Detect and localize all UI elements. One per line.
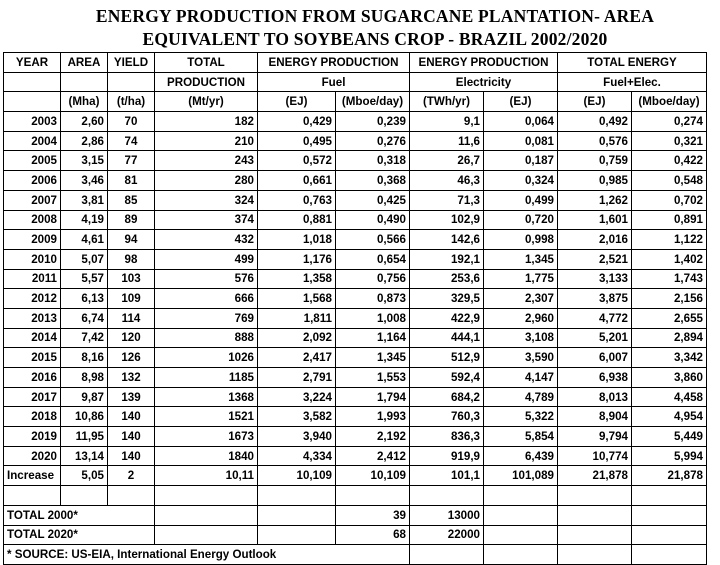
- table-cell: 1026: [155, 348, 258, 368]
- table-cell: 4,334: [258, 446, 336, 466]
- table-cell: 3,860: [632, 368, 707, 388]
- header-year: YEAR: [4, 53, 61, 73]
- table-cell: 109: [108, 289, 155, 309]
- table-cell: 2008: [4, 210, 61, 230]
- table-row: [4, 190, 707, 210]
- table-cell: 512,9: [410, 348, 484, 368]
- table-cell: 0,756: [336, 269, 410, 289]
- unit-total-mboe: (Mboe/day): [632, 92, 707, 112]
- total-2020-label: TOTAL 2020*: [4, 525, 155, 545]
- header-fuel: Fuel: [258, 72, 410, 92]
- table-cell: 2014: [4, 328, 61, 348]
- header-row-1: [4, 53, 707, 73]
- table-cell: 85: [108, 190, 155, 210]
- table-cell: 0,422: [632, 151, 707, 171]
- table-cell: 684,2: [410, 387, 484, 407]
- table-cell: 280: [155, 171, 258, 191]
- title-line-2: EQUIVALENT TO SOYBEANS CROP - BRAZIL 2002/2020: [142, 29, 608, 49]
- table-cell: 2020: [4, 446, 61, 466]
- table-row: [4, 368, 707, 388]
- table-cell: 2006: [4, 171, 61, 191]
- table-row: [4, 269, 707, 289]
- table-cell: 140: [108, 427, 155, 447]
- increase-cell: 5,05: [61, 466, 108, 486]
- table-cell: 3,46: [61, 171, 108, 191]
- table-cell: 1,743: [632, 269, 707, 289]
- table-cell: 8,013: [558, 387, 632, 407]
- table-cell: 6,007: [558, 348, 632, 368]
- header-energy-elec: ENERGY PRODUCTION: [410, 53, 558, 73]
- table-row: [4, 210, 707, 230]
- table-cell: 0,759: [558, 151, 632, 171]
- table-cell: 6,74: [61, 308, 108, 328]
- increase-row: [4, 466, 707, 486]
- table-cell: 4,61: [61, 230, 108, 250]
- table-cell: 1521: [155, 407, 258, 427]
- table-row: [4, 230, 707, 250]
- table-cell: 1368: [155, 387, 258, 407]
- total-2020-elec: 22000: [410, 525, 484, 545]
- increase-cell: 10,109: [258, 466, 336, 486]
- table-cell: 182: [155, 112, 258, 132]
- table-cell: 2,016: [558, 230, 632, 250]
- table-cell: 0,661: [258, 171, 336, 191]
- table-cell: 71,3: [410, 190, 484, 210]
- table-cell: 2,86: [61, 131, 108, 151]
- table-cell: 0,654: [336, 249, 410, 269]
- table-cell: 4,954: [632, 407, 707, 427]
- table-cell: 81: [108, 171, 155, 191]
- increase-cell: 2: [108, 466, 155, 486]
- table-cell: 329,5: [410, 289, 484, 309]
- table-row: [4, 112, 707, 132]
- table-cell: 0,702: [632, 190, 707, 210]
- table-cell: 243: [155, 151, 258, 171]
- table-cell: 0,548: [632, 171, 707, 191]
- table-cell: 0,081: [484, 131, 558, 151]
- header-blank: [4, 92, 61, 112]
- table-cell: 2019: [4, 427, 61, 447]
- table-cell: 3,342: [632, 348, 707, 368]
- table-cell: 0,274: [632, 112, 707, 132]
- table-cell: 2009: [4, 230, 61, 250]
- unit-elec-ej: (EJ): [484, 92, 558, 112]
- table-cell: 0,324: [484, 171, 558, 191]
- table-cell: 1,811: [258, 308, 336, 328]
- table-cell: 1,794: [336, 387, 410, 407]
- table-cell: 444,1: [410, 328, 484, 348]
- table-cell: 0,187: [484, 151, 558, 171]
- table-cell: 126: [108, 348, 155, 368]
- table-cell: 1,568: [258, 289, 336, 309]
- table-cell: 0,318: [336, 151, 410, 171]
- table-cell: 422,9: [410, 308, 484, 328]
- total-2000-row: [4, 505, 707, 525]
- unit-area: (Mha): [61, 92, 108, 112]
- table-cell: 6,13: [61, 289, 108, 309]
- header-row-2: [4, 72, 707, 92]
- unit-elec-twh: (TWh/yr): [410, 92, 484, 112]
- table-cell: 3,940: [258, 427, 336, 447]
- table-row: [4, 328, 707, 348]
- table-cell: 2,156: [632, 289, 707, 309]
- table-cell: 8,904: [558, 407, 632, 427]
- table-cell: 2005: [4, 151, 61, 171]
- table-cell: 1,993: [336, 407, 410, 427]
- table-row: [4, 348, 707, 368]
- table-row: [4, 289, 707, 309]
- table-row: [4, 427, 707, 447]
- table-cell: 499: [155, 249, 258, 269]
- table-cell: 3,590: [484, 348, 558, 368]
- table-cell: 576: [155, 269, 258, 289]
- table-cell: 140: [108, 446, 155, 466]
- table-cell: 2,092: [258, 328, 336, 348]
- table-cell: 210: [155, 131, 258, 151]
- table-cell: 1,358: [258, 269, 336, 289]
- table-cell: 140: [108, 407, 155, 427]
- header-energy-fuel: ENERGY PRODUCTION: [258, 53, 410, 73]
- unit-yield: (t/ha): [108, 92, 155, 112]
- header-total: TOTAL: [155, 53, 258, 73]
- table-row: [4, 387, 707, 407]
- table-cell: 1,262: [558, 190, 632, 210]
- table-cell: 836,3: [410, 427, 484, 447]
- table-cell: 4,789: [484, 387, 558, 407]
- table-cell: 2013: [4, 308, 61, 328]
- table-cell: 1,402: [632, 249, 707, 269]
- table-cell: 5,201: [558, 328, 632, 348]
- table-cell: 253,6: [410, 269, 484, 289]
- table-cell: 0,985: [558, 171, 632, 191]
- table-cell: 2016: [4, 368, 61, 388]
- table-cell: 592,4: [410, 368, 484, 388]
- table-cell: 2012: [4, 289, 61, 309]
- header-fuel-elec: Fuel+Elec.: [558, 72, 707, 92]
- table-cell: 2015: [4, 348, 61, 368]
- table-row: [4, 171, 707, 191]
- table-cell: 0,873: [336, 289, 410, 309]
- table-row: [4, 151, 707, 171]
- table-cell: 1,176: [258, 249, 336, 269]
- table-cell: 1185: [155, 368, 258, 388]
- table-cell: 1840: [155, 446, 258, 466]
- table-cell: 132: [108, 368, 155, 388]
- unit-fuel-ej: (EJ): [258, 92, 336, 112]
- table-cell: 5,449: [632, 427, 707, 447]
- table-cell: 2,417: [258, 348, 336, 368]
- table-cell: 2003: [4, 112, 61, 132]
- table-cell: 3,582: [258, 407, 336, 427]
- table-cell: 3,875: [558, 289, 632, 309]
- table-cell: 192,1: [410, 249, 484, 269]
- table-cell: 3,15: [61, 151, 108, 171]
- table-cell: 70: [108, 112, 155, 132]
- header-blank: [4, 72, 61, 92]
- table-cell: 8,98: [61, 368, 108, 388]
- table-cell: 3,108: [484, 328, 558, 348]
- table-cell: 2,307: [484, 289, 558, 309]
- total-2000-fuel: 39: [336, 505, 410, 525]
- table-cell: 1,122: [632, 230, 707, 250]
- table-cell: 5,07: [61, 249, 108, 269]
- table-cell: 0,499: [484, 190, 558, 210]
- total-2000-elec: 13000: [410, 505, 484, 525]
- total-2020-row: [4, 525, 707, 545]
- table-row: [4, 249, 707, 269]
- table-row: [4, 131, 707, 151]
- table-cell: 0,239: [336, 112, 410, 132]
- table-cell: 1,601: [558, 210, 632, 230]
- table-cell: 4,458: [632, 387, 707, 407]
- header-row-units: [4, 92, 707, 112]
- table-cell: 0,891: [632, 210, 707, 230]
- table-cell: 2018: [4, 407, 61, 427]
- table-cell: 3,133: [558, 269, 632, 289]
- header-blank: [108, 72, 155, 92]
- table-cell: 89: [108, 210, 155, 230]
- table-cell: 6,439: [484, 446, 558, 466]
- table-cell: 3,224: [258, 387, 336, 407]
- table-row: [4, 407, 707, 427]
- table-cell: 0,576: [558, 131, 632, 151]
- spacer-row: [4, 486, 707, 506]
- table-cell: 374: [155, 210, 258, 230]
- table-cell: 11,95: [61, 427, 108, 447]
- table-cell: 0,321: [632, 131, 707, 151]
- table-row: [4, 308, 707, 328]
- table-cell: 5,57: [61, 269, 108, 289]
- table-cell: 1,164: [336, 328, 410, 348]
- table-cell: 0,881: [258, 210, 336, 230]
- table-cell: 114: [108, 308, 155, 328]
- table-cell: 0,490: [336, 210, 410, 230]
- table-cell: 5,994: [632, 446, 707, 466]
- table-cell: 0,492: [558, 112, 632, 132]
- table-cell: 4,147: [484, 368, 558, 388]
- table-cell: 6,938: [558, 368, 632, 388]
- table-cell: 1,775: [484, 269, 558, 289]
- unit-total-ej: (EJ): [558, 92, 632, 112]
- table-cell: 1,345: [336, 348, 410, 368]
- header-electricity: Electricity: [410, 72, 558, 92]
- table-cell: 8,16: [61, 348, 108, 368]
- table-cell: 11,6: [410, 131, 484, 151]
- table-cell: 2017: [4, 387, 61, 407]
- table-cell: 0,998: [484, 230, 558, 250]
- table-cell: 3,81: [61, 190, 108, 210]
- table-cell: 1,008: [336, 308, 410, 328]
- increase-cell: 10,109: [336, 466, 410, 486]
- table-cell: 77: [108, 151, 155, 171]
- table-cell: 9,87: [61, 387, 108, 407]
- table-cell: 7,42: [61, 328, 108, 348]
- table-cell: 2,894: [632, 328, 707, 348]
- table-cell: 1,018: [258, 230, 336, 250]
- table-cell: 2,412: [336, 446, 410, 466]
- table-cell: 94: [108, 230, 155, 250]
- increase-cell: 21,878: [632, 466, 707, 486]
- table-cell: 0,763: [258, 190, 336, 210]
- table-cell: 2,60: [61, 112, 108, 132]
- table-cell: 74: [108, 131, 155, 151]
- increase-cell: 10,11: [155, 466, 258, 486]
- table-cell: 0,495: [258, 131, 336, 151]
- table-cell: 0,064: [484, 112, 558, 132]
- table-cell: 0,572: [258, 151, 336, 171]
- table-cell: 1,345: [484, 249, 558, 269]
- table-cell: 2,791: [258, 368, 336, 388]
- table-cell: 4,772: [558, 308, 632, 328]
- table-cell: 760,3: [410, 407, 484, 427]
- table-cell: 103: [108, 269, 155, 289]
- table-cell: 5,854: [484, 427, 558, 447]
- total-2000-label: TOTAL 2000*: [4, 505, 155, 525]
- table-cell: 0,276: [336, 131, 410, 151]
- table-cell: 102,9: [410, 210, 484, 230]
- table-cell: 5,322: [484, 407, 558, 427]
- table-cell: 432: [155, 230, 258, 250]
- table-cell: 1,553: [336, 368, 410, 388]
- energy-table: [3, 52, 707, 565]
- table-cell: 46,3: [410, 171, 484, 191]
- table-cell: 2,521: [558, 249, 632, 269]
- table-cell: 2,192: [336, 427, 410, 447]
- table-cell: 26,7: [410, 151, 484, 171]
- table-cell: 9,1: [410, 112, 484, 132]
- source-row: [4, 545, 707, 565]
- table-cell: 888: [155, 328, 258, 348]
- increase-cell: 21,878: [558, 466, 632, 486]
- table-cell: 324: [155, 190, 258, 210]
- table-cell: 10,774: [558, 446, 632, 466]
- header-production: PRODUCTION: [155, 72, 258, 92]
- table-row: [4, 446, 707, 466]
- table-cell: 2004: [4, 131, 61, 151]
- table-cell: 2010: [4, 249, 61, 269]
- table-cell: 13,14: [61, 446, 108, 466]
- table-cell: 142,6: [410, 230, 484, 250]
- table-cell: 1673: [155, 427, 258, 447]
- header-yield: YIELD: [108, 53, 155, 73]
- table-cell: 769: [155, 308, 258, 328]
- header-area: AREA: [61, 53, 108, 73]
- title-line-1: ENERGY PRODUCTION FROM SUGARCANE PLANTATION- AREA: [95, 6, 655, 26]
- table-cell: 2011: [4, 269, 61, 289]
- header-total-energy: TOTAL ENERGY: [558, 53, 707, 73]
- header-blank: [61, 72, 108, 92]
- table-cell: 139: [108, 387, 155, 407]
- table-cell: 2,960: [484, 308, 558, 328]
- table-cell: 666: [155, 289, 258, 309]
- table-cell: 0,566: [336, 230, 410, 250]
- table-cell: 919,9: [410, 446, 484, 466]
- increase-cell: 101,1: [410, 466, 484, 486]
- table-cell: 0,720: [484, 210, 558, 230]
- table-cell: 2007: [4, 190, 61, 210]
- table-cell: 120: [108, 328, 155, 348]
- table-cell: 98: [108, 249, 155, 269]
- unit-production: (Mt/yr): [155, 92, 258, 112]
- table-cell: 0,368: [336, 171, 410, 191]
- table-cell: 4,19: [61, 210, 108, 230]
- increase-label: Increase: [4, 466, 61, 486]
- unit-fuel-mboe: (Mboe/day): [336, 92, 410, 112]
- increase-cell: 101,089: [484, 466, 558, 486]
- total-2020-fuel: 68: [336, 525, 410, 545]
- table-cell: 10,86: [61, 407, 108, 427]
- source-note: * SOURCE: US-EIA, International Energy Outlook: [4, 545, 410, 565]
- table-cell: 0,425: [336, 190, 410, 210]
- table-cell: 0,429: [258, 112, 336, 132]
- table-cell: 9,794: [558, 427, 632, 447]
- table-cell: 2,655: [632, 308, 707, 328]
